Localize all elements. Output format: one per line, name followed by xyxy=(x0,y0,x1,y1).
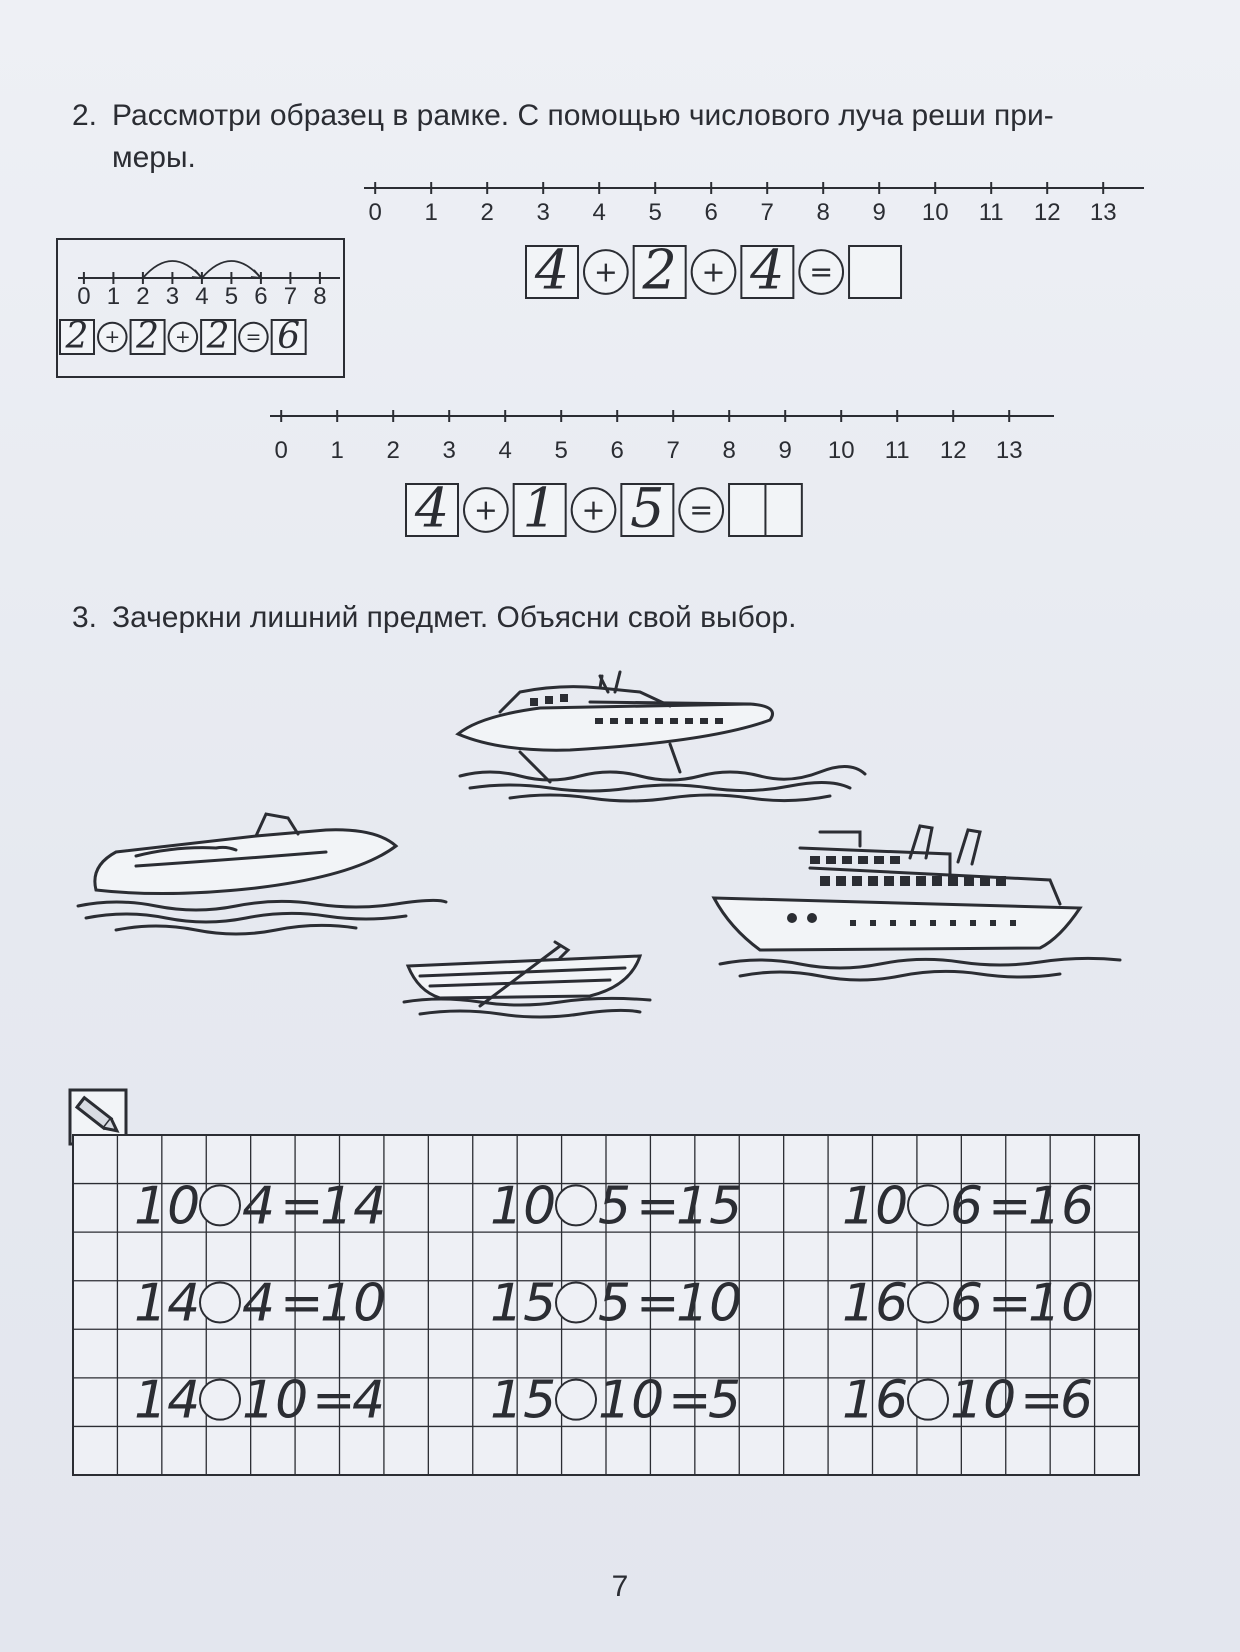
written-number-b: 5 xyxy=(598,1273,632,1334)
task3-number: 3. xyxy=(72,601,98,634)
operator-symbol: + xyxy=(701,254,726,289)
ray-tick-label: 10 xyxy=(827,437,855,464)
written-equals: = xyxy=(668,1370,712,1431)
ray-tick-label: 1 xyxy=(106,283,121,310)
handwritten-digit: 4 xyxy=(414,476,450,540)
written-result: 10 xyxy=(320,1273,387,1334)
task3-heading xyxy=(72,596,796,640)
ray-tick-label: 6 xyxy=(704,199,718,226)
rowboat-icon xyxy=(400,936,660,1036)
written-result: 16 xyxy=(1028,1176,1095,1237)
ray-tick-label: 3 xyxy=(442,437,456,464)
task2-heading xyxy=(72,94,1054,138)
ray-tick-label: 6 xyxy=(254,283,268,310)
writing-grid xyxy=(72,1134,1142,1478)
written-result: 15 xyxy=(676,1176,743,1237)
written-equals: = xyxy=(988,1273,1032,1334)
ray-tick-label: 7 xyxy=(760,199,774,226)
handwritten-digit: 2 xyxy=(65,315,89,357)
ray-tick-label: 5 xyxy=(554,437,568,464)
task2-text-line1: Рассмотри образец в рамке. С помощью числового луча реши при- xyxy=(112,99,1054,132)
ray-tick-label: 8 xyxy=(722,437,736,464)
ray-tick-label: 12 xyxy=(939,437,967,464)
operator-symbol: = xyxy=(689,492,714,527)
written-number-b: 10 xyxy=(598,1370,665,1431)
ray-tick-label: 6 xyxy=(610,437,624,464)
written-number-b: 6 xyxy=(950,1176,984,1237)
ray-tick-label: 7 xyxy=(666,437,680,464)
ray-tick-label: 10 xyxy=(921,199,949,226)
written-number-a: 10 xyxy=(134,1176,201,1237)
ray-tick-label: 11 xyxy=(884,437,910,464)
written-equals: = xyxy=(988,1176,1032,1237)
written-result: 10 xyxy=(676,1273,743,1334)
ray-tick-label: 8 xyxy=(313,283,327,310)
written-equals: = xyxy=(312,1370,356,1431)
answer-box[interactable] xyxy=(849,246,901,298)
ray-tick-label: 11 xyxy=(978,199,1004,226)
written-number-b: 10 xyxy=(242,1370,309,1431)
written-number-a: 16 xyxy=(842,1370,909,1431)
written-number-b: 10 xyxy=(950,1370,1017,1431)
operator-circle-blank[interactable] xyxy=(556,1380,596,1420)
written-equals: = xyxy=(280,1176,324,1237)
page-number: 7 xyxy=(611,1570,629,1603)
handwritten-digit: 2 xyxy=(136,315,160,357)
operator-circle-blank[interactable] xyxy=(200,1283,240,1323)
ray-tick-label: 13 xyxy=(995,437,1023,464)
ray-tick-label: 13 xyxy=(1089,199,1117,226)
ray-tick-label: 4 xyxy=(498,437,512,464)
written-number-a: 16 xyxy=(842,1273,909,1334)
ray-tick-label: 1 xyxy=(330,437,344,464)
written-number-a: 14 xyxy=(134,1273,201,1334)
written-number-b: 4 xyxy=(242,1176,276,1237)
written-result: 6 xyxy=(1060,1370,1094,1431)
ray-tick-label: 4 xyxy=(195,283,209,310)
ray-tick-label: 9 xyxy=(872,199,886,226)
written-equals: = xyxy=(280,1273,324,1334)
ray-tick-label: 0 xyxy=(368,199,382,226)
operator-circle-blank[interactable] xyxy=(200,1380,240,1420)
task2-number: 2. xyxy=(72,99,98,132)
operator-symbol: + xyxy=(581,492,606,527)
task2-text-line2: меры. xyxy=(112,141,196,174)
written-equals: = xyxy=(1020,1370,1064,1431)
ray-tick-label: 1 xyxy=(424,199,438,226)
operator-symbol: = xyxy=(245,327,262,349)
written-equals: = xyxy=(636,1273,680,1334)
operator-circle-blank[interactable] xyxy=(200,1185,240,1225)
ray-tick-label: 2 xyxy=(136,283,150,310)
written-result: 14 xyxy=(320,1176,387,1237)
handwritten-digit: 1 xyxy=(522,476,557,540)
written-number-a: 10 xyxy=(490,1176,557,1237)
ray-tick-label: 4 xyxy=(592,199,606,226)
sample-number-ray xyxy=(56,238,346,378)
jump-arrow xyxy=(251,270,261,278)
handwritten-digit: 6 xyxy=(277,315,301,357)
hydrofoil-icon xyxy=(450,672,870,812)
ray-tick-label: 5 xyxy=(648,199,662,226)
written-result: 4 xyxy=(352,1370,386,1431)
operator-circle-blank[interactable] xyxy=(556,1185,596,1225)
jump-arrow xyxy=(192,270,202,278)
operator-symbol: = xyxy=(809,254,834,289)
handwritten-digit: 4 xyxy=(534,238,570,302)
ray-tick-label: 8 xyxy=(816,199,830,226)
ray-tick-label: 3 xyxy=(536,199,550,226)
handwritten-digit: 2 xyxy=(642,238,677,302)
ray-tick-label: 7 xyxy=(283,283,298,310)
handwritten-digit: 5 xyxy=(630,476,665,540)
written-number-b: 6 xyxy=(950,1273,984,1334)
operator-symbol: + xyxy=(175,327,191,349)
ray-tick-label: 2 xyxy=(480,199,494,226)
operator-circle-blank[interactable] xyxy=(908,1380,948,1420)
operator-symbol: + xyxy=(593,254,618,289)
written-number-a: 10 xyxy=(842,1176,909,1237)
number-ray-1 xyxy=(350,168,1140,308)
written-number-a: 15 xyxy=(490,1273,557,1334)
speedboat-icon xyxy=(76,806,456,946)
handwritten-digit: 2 xyxy=(206,315,230,357)
ray-tick-label: 12 xyxy=(1033,199,1061,226)
operator-circle-blank[interactable] xyxy=(556,1283,596,1323)
task3-text: Зачеркни лишний предмет. Объясни свой выбор. xyxy=(112,601,797,634)
operator-circle-blank[interactable] xyxy=(908,1185,948,1225)
written-number-b: 4 xyxy=(242,1273,276,1334)
written-number-b: 5 xyxy=(598,1176,632,1237)
ray-tick-label: 9 xyxy=(778,437,792,464)
ray-tick-label: 3 xyxy=(165,283,180,310)
written-number-a: 14 xyxy=(134,1370,201,1431)
written-result: 5 xyxy=(708,1370,742,1431)
ray-tick-label: 5 xyxy=(224,283,239,310)
operator-symbol: + xyxy=(104,327,121,349)
ray-tick-label: 2 xyxy=(386,437,400,464)
ray-tick-label: 0 xyxy=(274,437,288,464)
cruise-ship-icon xyxy=(700,818,1130,998)
written-result: 10 xyxy=(1028,1273,1095,1334)
ray-tick-label: 0 xyxy=(77,283,91,310)
operator-symbol: + xyxy=(473,492,498,527)
handwritten-digit: 4 xyxy=(750,238,785,302)
operator-circle-blank[interactable] xyxy=(908,1283,948,1323)
written-number-a: 15 xyxy=(490,1370,557,1431)
number-ray-2 xyxy=(260,400,1060,550)
written-equals: = xyxy=(636,1176,680,1237)
